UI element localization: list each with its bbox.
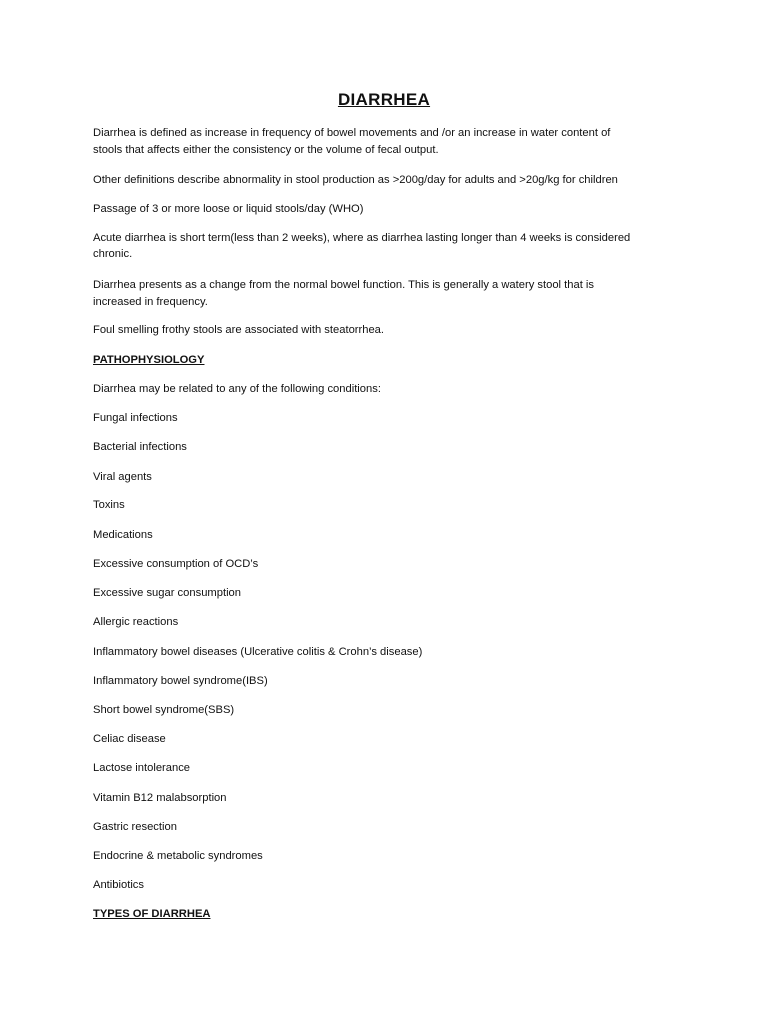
pathophysiology-intro: Diarrhea may be related to any of the following conditions: (93, 383, 381, 395)
condition-item: Excessive consumption of OCD’s (93, 558, 259, 570)
condition-item: Toxins (93, 499, 125, 511)
condition-item: Bacterial infections (93, 441, 187, 453)
paragraph-acute-chronic-line-2: chronic. (93, 248, 133, 260)
condition-item: Antibiotics (93, 879, 144, 891)
paragraph-definition-line-2: stools that affects either the consistency or the volume of fecal output. (93, 144, 439, 156)
document-title: DIARRHEA (337, 90, 431, 109)
condition-item: Fungal infections (93, 412, 178, 424)
condition-item: Celiac disease (93, 733, 166, 745)
paragraph-acute-chronic-line-1: Acute diarrhea is short term(less than 2 weeks), where as diarrhea lasting longer than 4 weeks is considered (93, 232, 631, 244)
condition-item: Allergic reactions (93, 616, 179, 628)
paragraph-other-definitions: Other definitions describe abnormality in stool production as >200g/day for adults and >20g/kg for children (93, 174, 618, 186)
condition-item: Lactose intolerance (93, 762, 191, 774)
condition-item: Excessive sugar consumption (93, 587, 241, 599)
paragraph-definition-line-1: Diarrhea is defined as increase in frequency of bowel movements and /or an increase in water content of (93, 127, 611, 139)
paragraph-presentation-line-1: Diarrhea presents as a change from the normal bowel function. This is generally a watery stool that is (93, 279, 594, 291)
condition-item: Gastric resection (93, 821, 177, 833)
condition-item: Endocrine & metabolic syndromes (93, 850, 263, 862)
paragraph-presentation-line-2: increased in frequency. (93, 296, 208, 308)
condition-item: Medications (93, 529, 153, 541)
condition-item: Inflammatory bowel diseases (Ulcerative colitis & Crohn’s disease) (93, 646, 423, 658)
paragraph-steatorrhea: Foul smelling frothy stools are associated with steatorrhea. (93, 324, 385, 336)
section-heading-types-of-diarrhea: TYPES OF DIARRHEA (93, 908, 211, 920)
condition-item: Viral agents (93, 471, 152, 483)
section-heading-pathophysiology: PATHOPHYSIOLOGY (93, 354, 205, 366)
condition-item: Inflammatory bowel syndrome(IBS) (93, 675, 268, 687)
condition-item: Short bowel syndrome(SBS) (93, 704, 235, 716)
condition-item: Vitamin B12 malabsorption (93, 792, 227, 804)
paragraph-who-definition: Passage of 3 or more loose or liquid stools/day (WHO) (93, 203, 364, 215)
